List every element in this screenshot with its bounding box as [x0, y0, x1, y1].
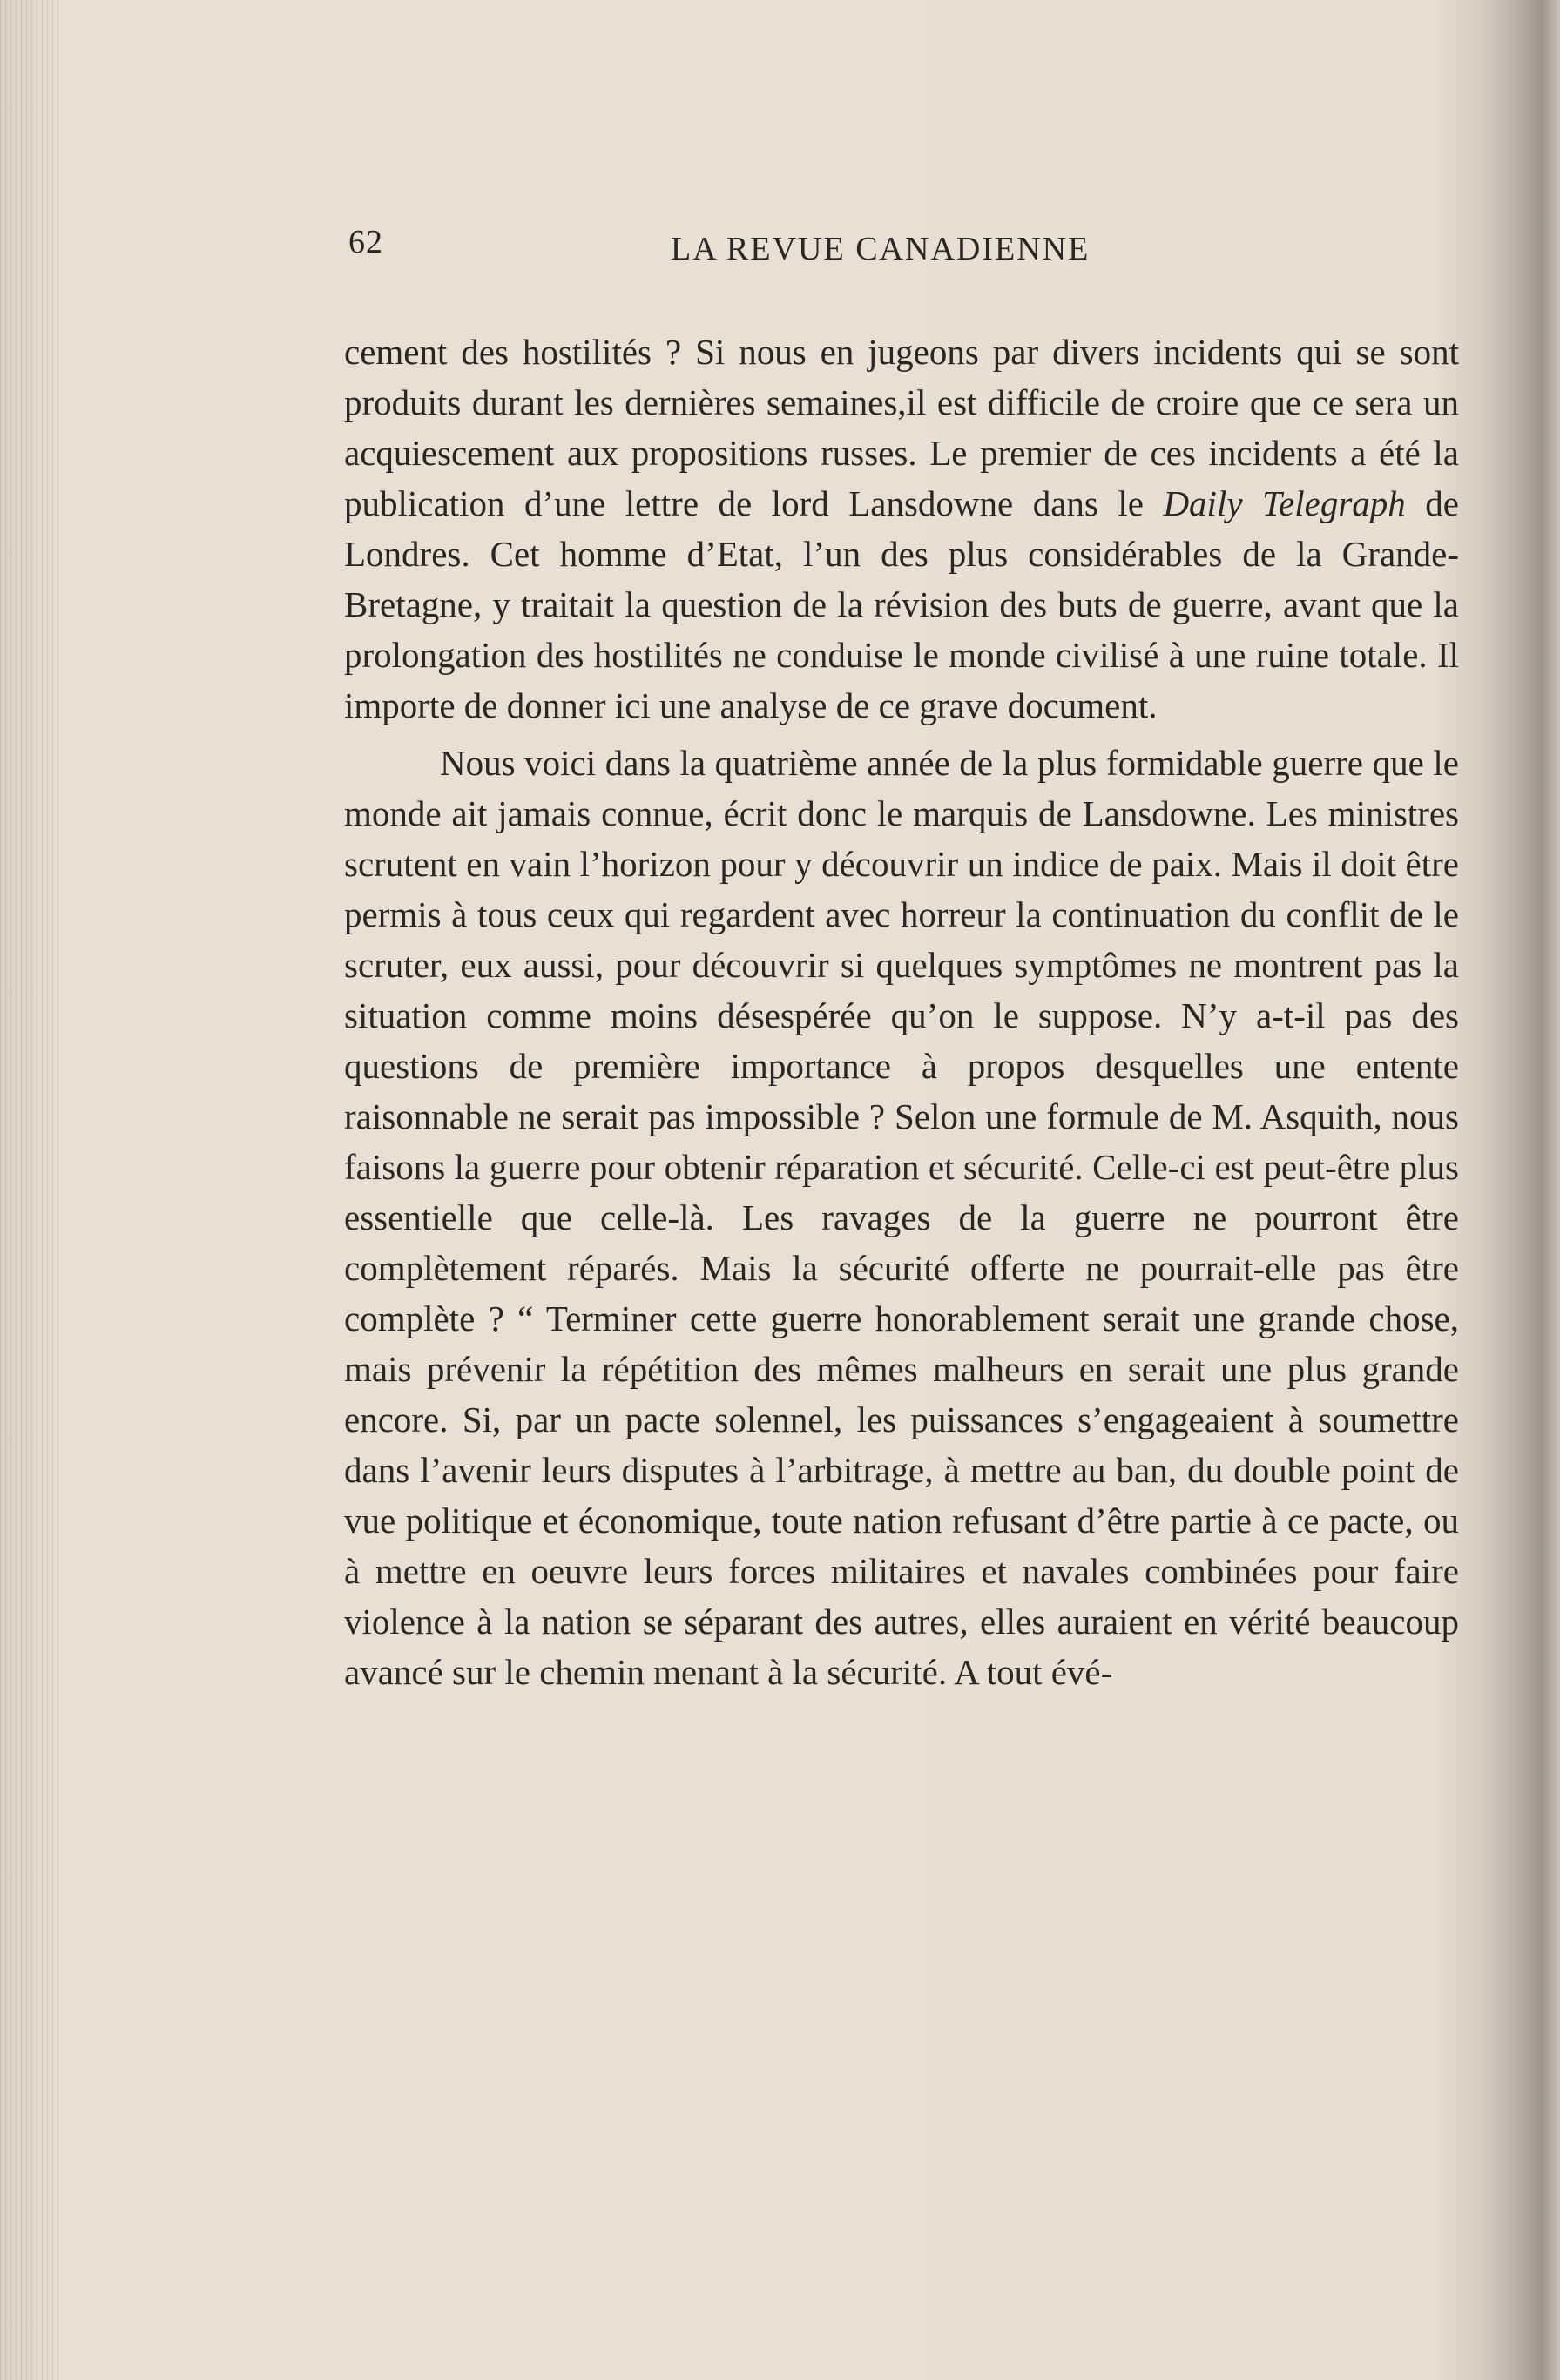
paragraph-1: [344, 327, 1459, 731]
page-number: 62: [348, 224, 383, 260]
paragraph-1-text-after: de Londres. Cet homme d’Etat, l’un des plus considérables de la Grande-Bretagne, y traitait la question de la révision des buts de guerre, avant que la prolongation des hostilités ne conduise le monde civilisé à une ruine totale. Il importe de donner ici une analyse de ce grave document.: [344, 483, 1459, 725]
page-binding-edge: [0, 0, 61, 2380]
newspaper-title-italic: Daily Telegraph: [1163, 483, 1406, 523]
paragraph-2: Nous voici dans la quatrième année de la plus formidable guerre que le monde ait jamais connue, écrit donc le marquis de Lansdowne. Les ministres scrutent en vain l’horizon pour y découvrir un indice de paix. Mais il doit être permis à tous ceux qui regardent avec horreur la continuation du conflit de le scruter, eux aussi, pour découvrir si quelques symptômes ne montrent pas la situation comme moins désespérée qu’on le suppose. N’y a-t-il pas des questions de première importance à propos desquelles une entente raisonnable ne serait pas impossible ? Selon une formule de M. Asquith, nous faisons la guerre pour obtenir réparation et sécurité. Celle-ci est peut-être plus essentielle que celle-là. Les ravages de la guerre ne pourront être complètement réparés. Mais la sécurité offerte ne pourrait-elle pas être complète ? “ Terminer cette guerre honorablement serait une grande chose, mais prévenir la répétition des mêmes malheurs en serait une plus grande encore. Si, par un pacte solennel, les puissances s’engageaient à soumettre dans l’avenir leurs disputes à l’arbitrage, à mettre au ban, du double point de vue politique et économique, toute nation refusant d’être partie à ce pacte, ou à mettre en oeuvre leurs forces militaires et navales combinées pour faire violence à la nation se séparant des autres, elles auraient en vérité beaucoup avancé sur le chemin menant à la sécurité. A tout évé-: [344, 743, 1459, 1692]
page-body: [344, 327, 1459, 1697]
paragraph-1-text-before: cement des hostilités ? Si nous en jugeons par divers incidents qui se sont produits durant les dernières semaines,il est difficile de croire que ce sera un acquiescement aux propositions russes. Le premier de ces incidents a été la publication d’une lettre de lord Lansdowne dans le: [344, 332, 1459, 523]
running-head: LA REVUE CANADIENNE: [671, 231, 1091, 267]
page-header: [348, 218, 1455, 279]
